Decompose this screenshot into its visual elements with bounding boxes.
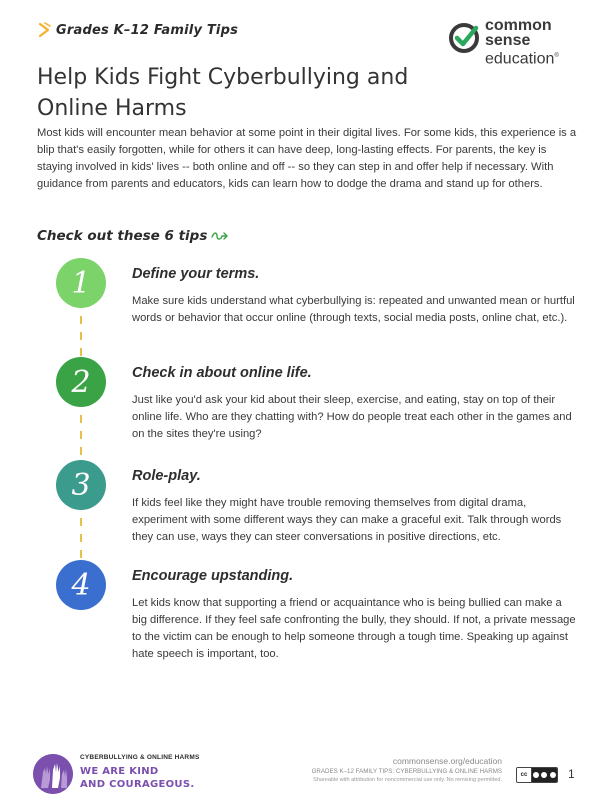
brand-logo	[448, 18, 588, 74]
connector-dash	[80, 348, 82, 356]
connector-dash	[80, 316, 82, 324]
tip-heading: Role-play.	[132, 468, 201, 484]
brand-line-common: common	[485, 17, 552, 34]
tip-heading: Define your terms.	[132, 266, 260, 282]
connector-dash	[80, 431, 82, 439]
kicker-text: Grades K–12 Family Tips	[56, 22, 239, 38]
cc-label: cc	[517, 768, 532, 782]
attribution-icon	[533, 772, 539, 778]
footer-slogan-line1: WE ARE KIND	[80, 766, 159, 777]
tip-heading: Encourage upstanding.	[132, 568, 294, 584]
brand-line-education-text: education	[485, 50, 555, 68]
registered-mark-icon: ®	[554, 53, 559, 59]
cc-symbols	[532, 768, 557, 782]
tip-body: Just like you'd ask your kid about their sleep, exercise, and eating, stay on top of their online life. Who are they chatting with? How do people treat each other in the games and on the sites they're using?	[132, 394, 572, 440]
raised-hands-icon	[33, 754, 73, 794]
checkmark-circle-icon	[448, 22, 480, 54]
connector-dash	[80, 534, 82, 542]
tip-number-circle: 4	[56, 560, 106, 610]
brand-line-education	[485, 49, 559, 66]
page-number: 1	[568, 767, 575, 781]
tips-heading-text: Check out these 6 tips	[37, 228, 208, 244]
intro-paragraph: Most kids will encounter mean behavior at some point in their digital lives. For some kids, this experience is a blip that's easily forgotten, while for others it can have deep, long-lasting effects. For parents, the key is staying involved in kids' lives -- both online and off -- so they can step in and offer help if necessary. With guidance from parents and educators, kids can learn how to dodge the drama and stand up for others.	[37, 127, 577, 190]
noncommercial-icon	[541, 772, 547, 778]
connector-dash	[80, 550, 82, 558]
tip-body: Let kids know that supporting a friend or acquaintance who is being bullied can make a big difference. If they feel safe confronting the bully, they should. If not, a private message to the victim can be enough to help someone through a tough time. Speaking up against hate speech is important, too.	[132, 597, 576, 660]
tip-body: Make sure kids understand what cyberbullying is: repeated and unwanted mean or hurtful words or behavior that occur online (through texts, social media posts, online chat, etc.).	[132, 295, 575, 324]
kicker	[38, 22, 238, 38]
chevron-arrow-icon	[38, 22, 52, 38]
program-badge-logo	[33, 754, 73, 794]
tip-number-circle: 1	[56, 258, 106, 308]
connector-dash	[80, 415, 82, 423]
noderivatives-icon	[550, 772, 556, 778]
footer-license-text: Shareable with attribution for noncommercial use only. No remixing permitted.	[313, 777, 502, 783]
tip-heading: Check in about online life.	[132, 365, 312, 381]
footer-credits	[312, 756, 502, 784]
squiggle-arrow-icon	[211, 230, 229, 242]
connector-dash	[80, 332, 82, 340]
footer-series-title: CYBERBULLYING & ONLINE HARMS	[80, 754, 200, 761]
page-title: Help Kids Fight Cyberbullying and Online Harms	[37, 64, 409, 121]
connector-dash	[80, 518, 82, 526]
creative-commons-badge-icon	[516, 767, 558, 783]
tips-heading	[37, 228, 229, 244]
brand-line-sense: sense	[485, 32, 531, 49]
footer-url-link[interactable]: commonsense.org/education	[392, 756, 502, 766]
footer-slogan-line2: AND COURAGEOUS.	[80, 779, 195, 790]
tip-number-circle: 2	[56, 357, 106, 407]
connector-dash	[80, 447, 82, 455]
tip-number-circle: 3	[56, 460, 106, 510]
tip-body: If kids feel like they might have trouble removing themselves from digital drama, experiment with some different ways they can make a graceful exit. Talk through words they can use, ways they can steer conversations in positive directions, etc.	[132, 497, 562, 543]
footer-doc-title: GRADES K–12 FAMILY TIPS: CYBERBULLYING & ONLINE HARMS	[311, 768, 502, 775]
brand-wordmark	[485, 18, 559, 66]
